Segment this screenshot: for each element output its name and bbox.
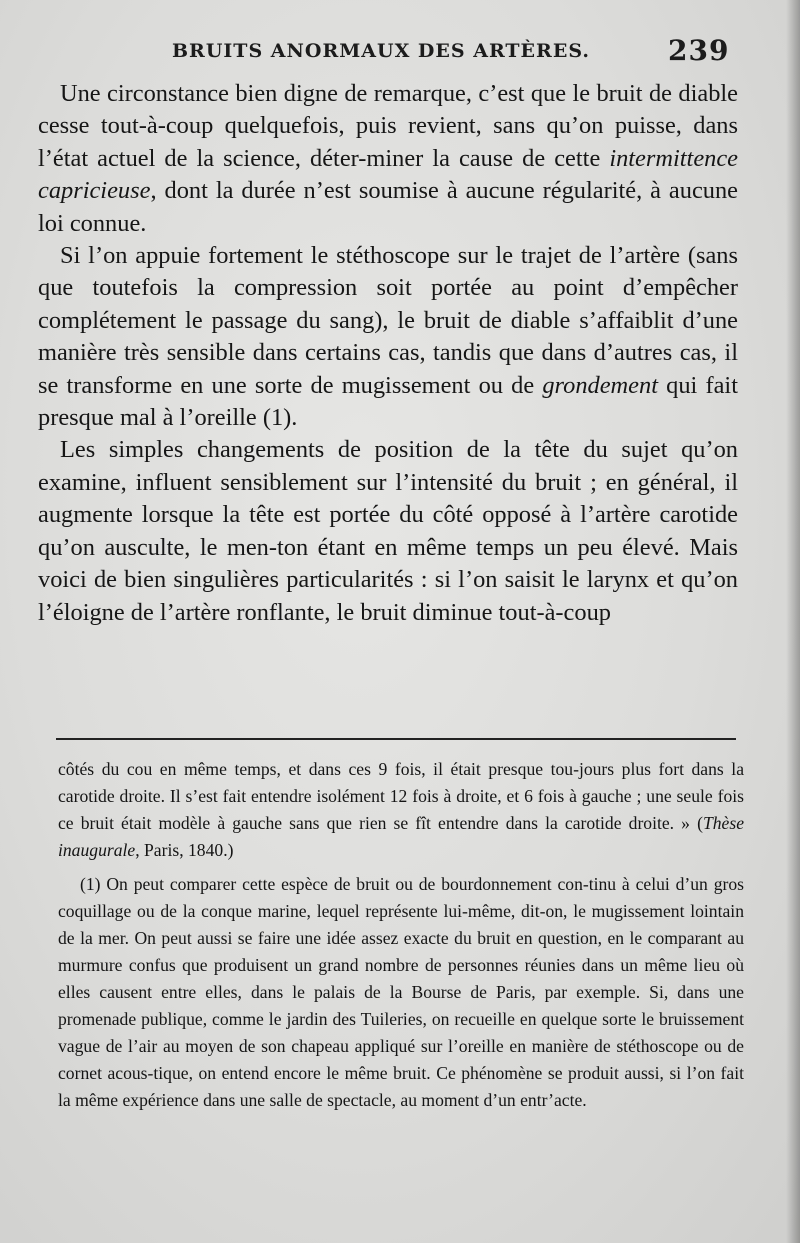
paragraph-2	[38, 240, 738, 434]
footnote-divider	[56, 738, 736, 740]
page-number: 239	[668, 34, 730, 67]
footnote-1: (1) On peut comparer cette espèce de bruit ou de bourdonnement con-tinu à celui d’un gros coquillage ou de la conque marine, lequel représente lui-même, dit-on, le mugissement lointain de la mer. On peut aussi se faire une idée assez exacte du bruit en question, en le comparant au murmure confus que produisent un grand nombre de personnes réunies dans un même lieu où elles causent entre elles, dans le palais de la Bourse de Paris, par exemple. Si, dans une promenade publique, comme le jardin des Tuileries, on recueille en quelque sorte le bruissement vague de l’air au moyen de son chapeau appliqué sur l’oreille en manière de stéthoscope ou de cornet acous-tique, on entend encore le même bruit. Ce phénomène se produit aussi, si l’on fait la même expérience dans une salle de spectacle, au moment d’un entr’acte.	[58, 874, 744, 1110]
main-text	[38, 78, 738, 629]
paragraph-1-text-a: Une circonstance bien digne de remarque, c’est que le bruit de diable cesse tout-à-coup quelquefois, puis revient, sans qu’on puisse, dans l’état actuel de la science, déter-miner la cause de cette	[38, 80, 738, 172]
paragraph-2-italic: grondement	[542, 371, 658, 399]
running-head: BRUITS ANORMAUX DES ARTÈRES.	[172, 40, 590, 62]
paragraph-1	[38, 78, 738, 240]
footnote-continuation-text-b: , Paris, 1840.)	[135, 840, 234, 860]
page-edge-shadow	[786, 0, 800, 1243]
paragraph-1-italic: intermittence capricieuse	[38, 144, 738, 205]
footnotes	[58, 756, 744, 1114]
paragraph-2-text-a: Si l’on appuie fortement le stéthoscope sur le trajet de l’artère (sans que toutefois la compression soit portée au point d’empêcher complétement le passage du sang), le bruit de diable s’affaiblit d’une manière très sensible dans certains cas, tandis que dans d’autres cas, il se transforme en une sorte de mugissement ou de	[38, 242, 738, 399]
footnote-continuation-text-a: côtés du cou en même temps, et dans ces 9 fois, il était presque tou-jours plus fort dans la carotide droite. Il s’est fait entendre isolément 12 fois à droite, et 6 fois à gauche ; une seule fois ce bruit était modèle à gauche sans que rien se fît entendre dans la carotide droite. » (	[58, 759, 744, 833]
paragraph-3: Les simples changements de position de la tête du sujet qu’on examine, influent sensiblement sur l’intensité du bruit ; en général, il augmente lorsque la tête est portée du côté opposé à l’artère carotide qu’on ausculte, le men-ton étant en même temps un peu élevé. Mais voici de bien singulières particularités : si l’on saisit le larynx et qu’on l’éloigne de l’artère ronflante, le bruit diminue tout-à-coup	[38, 436, 738, 626]
paragraph-2-text-b: qui fait presque mal à l’oreille (1).	[38, 371, 738, 432]
paragraph-1-text-b: , dont la durée n’est soumise à aucune régularité, à aucune loi connue.	[38, 177, 738, 237]
footnote-continuation	[58, 756, 744, 864]
footnote-citation-italic: Thèse inaugurale	[58, 813, 744, 860]
